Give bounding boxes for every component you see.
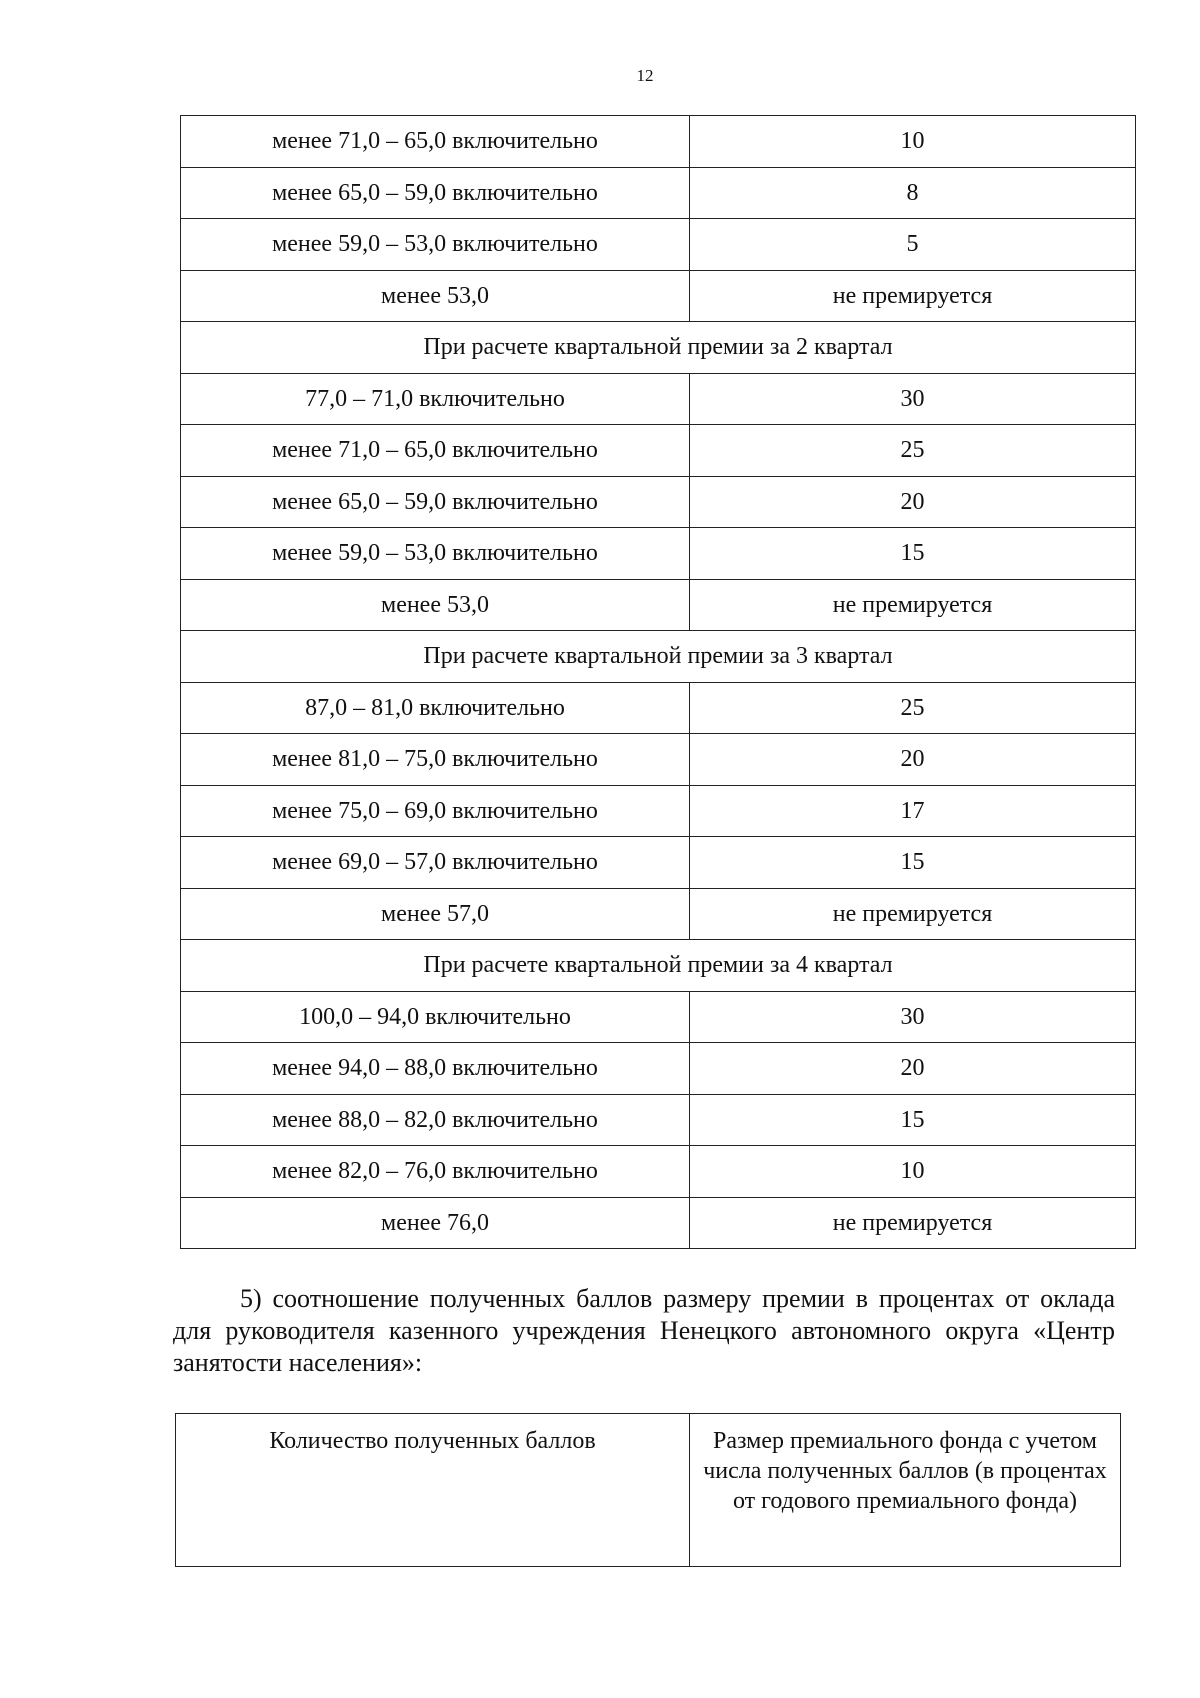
premium-value-cell: не премируется [690, 579, 1136, 631]
premium-value-cell: 10 [690, 1146, 1136, 1198]
table-row [181, 425, 1136, 477]
table-row [181, 888, 1136, 940]
table-row [181, 785, 1136, 837]
table-row [181, 116, 1136, 168]
premium-value-cell: не премируется [690, 270, 1136, 322]
premium-value-cell: 5 [690, 219, 1136, 271]
table-section-row [181, 631, 1136, 683]
section-5-paragraph: 5) соотношение полученных баллов размеру премии в процентах от оклада для руководителя казенного учреждения Ненецкого автономного округа «Центр занятости населения»: [173, 1284, 1115, 1377]
premium-value-cell: 15 [690, 837, 1136, 889]
table-row [181, 1094, 1136, 1146]
table-row [181, 1197, 1136, 1249]
points-range-cell: менее 53,0 [181, 270, 690, 322]
points-range-cell: менее 94,0 – 88,0 включительно [181, 1043, 690, 1095]
points-range-cell: менее 59,0 – 53,0 включительно [181, 219, 690, 271]
section-heading-cell: При расчете квартальной премии за 3 квартал [181, 631, 1136, 683]
page-number: 12 [636, 66, 654, 85]
table-row [181, 1043, 1136, 1095]
table-row [181, 270, 1136, 322]
table-row [181, 837, 1136, 889]
points-range-cell: менее 57,0 [181, 888, 690, 940]
header-points-cell: Количество полученных баллов [176, 1414, 690, 1567]
table-section-row [181, 322, 1136, 374]
points-range-cell: менее 59,0 – 53,0 включительно [181, 528, 690, 580]
premium-value-cell: 25 [690, 425, 1136, 477]
premium-scale-table [180, 115, 1136, 1249]
premium-value-cell: не премируется [690, 888, 1136, 940]
premium-value-cell: 30 [690, 373, 1136, 425]
points-range-cell: менее 53,0 [181, 579, 690, 631]
premium-value-cell: 15 [690, 528, 1136, 580]
premium-value-cell: 10 [690, 116, 1136, 168]
points-range-cell: 77,0 – 71,0 включительно [181, 373, 690, 425]
points-range-cell: 100,0 – 94,0 включительно [181, 991, 690, 1043]
table-row [181, 579, 1136, 631]
points-range-cell: менее 81,0 – 75,0 включительно [181, 734, 690, 786]
points-range-cell: менее 65,0 – 59,0 включительно [181, 476, 690, 528]
table-row [181, 682, 1136, 734]
header-fund-size-cell: Размер премиального фонда с учетом числа полученных баллов (в процентах от годового премиального фонда) [690, 1414, 1121, 1567]
points-range-cell: 87,0 – 81,0 включительно [181, 682, 690, 734]
premium-value-cell: 20 [690, 734, 1136, 786]
premium-value-cell: 17 [690, 785, 1136, 837]
points-header-table [175, 1413, 1121, 1567]
premium-value-cell: 8 [690, 167, 1136, 219]
premium-scale-table-body [181, 116, 1136, 1249]
table-row [181, 734, 1136, 786]
premium-value-cell: 20 [690, 1043, 1136, 1095]
table-row [181, 373, 1136, 425]
section-heading-cell: При расчете квартальной премии за 4 квартал [181, 940, 1136, 992]
premium-value-cell: не премируется [690, 1197, 1136, 1249]
points-range-cell: менее 82,0 – 76,0 включительно [181, 1146, 690, 1198]
points-range-cell: менее 65,0 – 59,0 включительно [181, 167, 690, 219]
table-row [181, 219, 1136, 271]
table-row [181, 1146, 1136, 1198]
table-row [181, 991, 1136, 1043]
premium-value-cell: 30 [690, 991, 1136, 1043]
premium-value-cell: 25 [690, 682, 1136, 734]
premium-value-cell: 15 [690, 1094, 1136, 1146]
table-row [181, 476, 1136, 528]
points-range-cell: менее 71,0 – 65,0 включительно [181, 116, 690, 168]
table-section-row [181, 940, 1136, 992]
points-range-cell: менее 75,0 – 69,0 включительно [181, 785, 690, 837]
premium-value-cell: 20 [690, 476, 1136, 528]
table-row [181, 528, 1136, 580]
points-range-cell: менее 69,0 – 57,0 включительно [181, 837, 690, 889]
section-heading-cell: При расчете квартальной премии за 2 квартал [181, 322, 1136, 374]
points-range-cell: менее 76,0 [181, 1197, 690, 1249]
table-header-row [176, 1414, 1121, 1567]
points-range-cell: менее 71,0 – 65,0 включительно [181, 425, 690, 477]
table-row [181, 167, 1136, 219]
points-range-cell: менее 88,0 – 82,0 включительно [181, 1094, 690, 1146]
